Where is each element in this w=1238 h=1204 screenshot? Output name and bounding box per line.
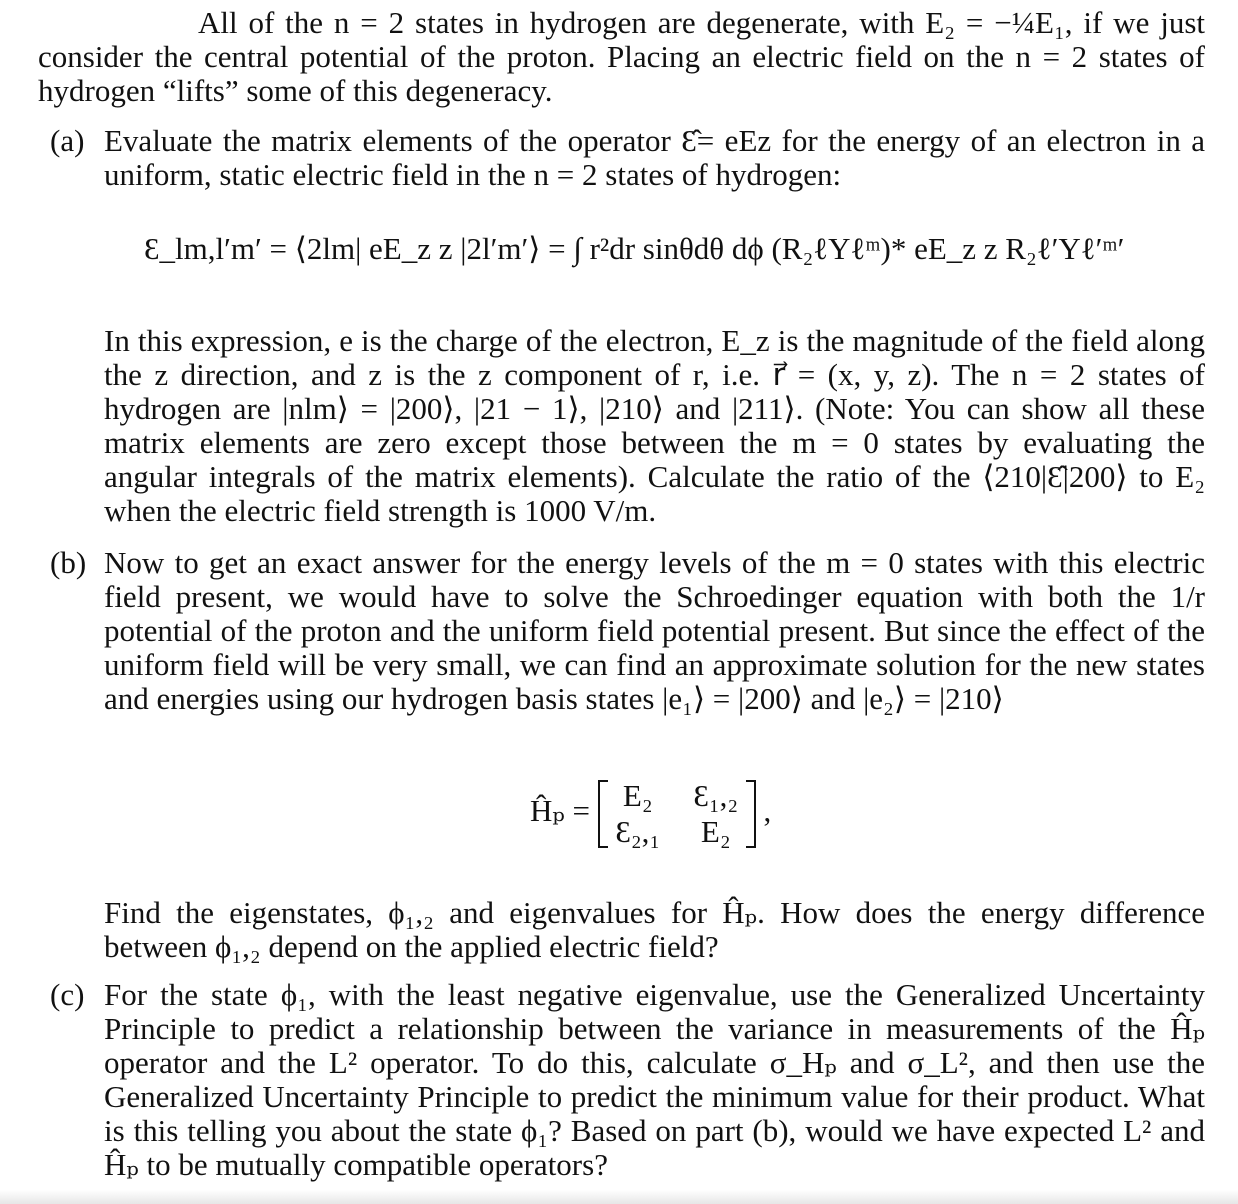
hamiltonian-equation <box>530 778 771 850</box>
part-c-text-1: For the state ϕ₁, with the least negative eigenvalue, use the Generalized Uncertainty Principle to predict a relationship between the variance in measurements of the Ĥₚ operator and the L² operator. To do this, calculate σ_Hₚ and σ_L², and then use the Generalized Uncertainty Principle to predict the minimum value for their product. What is this telling you about the state ϕ₁? Based on part (b), would we have expected L² and Ĥₚ to be mutually compatible operators? <box>104 977 1205 1182</box>
hamiltonian-trail: , <box>763 793 772 829</box>
matrix-entry-12: Ɛ₁,₂ <box>693 778 739 813</box>
intro-paragraph: All of the n = 2 states in hydrogen are degenerate, with E₂ = −¼E₁, if we just consider the central potential of the proton. Placing an electric field on the n = 2 states of hydrogen “lifts” some of this degeneracy. <box>38 5 1205 108</box>
part-a-label: (a) <box>50 123 85 158</box>
hamiltonian-lhs: Ĥₚ = <box>530 793 591 829</box>
part-a-text-2: In this expression, e is the charge of the electron, E_z is the magnitude of the field along the z direction, and z is the z component of r, i.e. r⃗ = (x, y, z). The n = 2 states of hydrogen are |nlm⟩ = |200⟩, |21 − 1⟩, |210⟩ and |211⟩. (Note: You can show all these matrix elements are zero except those between the m = 0 states by evaluating the angular integrals of the matrix elements). Calculate the ratio of the ⟨210|Ɛ̂|200⟩ to E₂ when the electric field strength is 1000 V/m. <box>104 323 1205 528</box>
part-b-label: (b) <box>50 545 87 580</box>
matrix-entry-11: E₂ <box>622 778 653 813</box>
part-a-text-1: Evaluate the matrix elements of the operator Ɛ̂= eEz for the energy of an electron in a uniform, static electric field in the n = 2 states of hydrogen: <box>104 123 1205 192</box>
part-b-text-1: Now to get an exact answer for the energy levels of the m = 0 states with this electric field present, we would have to solve the Schroedinger equation with both the 1/r potential of the proton and the uniform field potential present. But since the effect of the uniform field will be very small, we can find an approximate solution for the new states and energies using our hydrogen basis states |e₁⟩ = |200⟩ and |e₂⟩ = |210⟩ <box>104 545 1205 716</box>
matrix-entry-21: Ɛ₂,₁ <box>615 814 661 849</box>
matrix-entry-22: E₂ <box>700 814 731 849</box>
part-b-text-2: Find the eigenstates, ϕ₁,₂ and eigenvalues for Ĥₚ. How does the energy difference between ϕ₁,₂ depend on the applied electric field? <box>104 895 1205 964</box>
hamiltonian-matrix <box>598 778 756 850</box>
part-c-label: (c) <box>50 977 85 1012</box>
matrix-element-equation: Ɛ_lm,l′m′ = ⟨2lm| eE_z z |2l′m′⟩ = ∫ r²dr sinθdθ dϕ (R₂ℓYℓᵐ)* eE_z z R₂ℓ′Yℓ′ᵐ′ <box>144 231 1125 266</box>
bottom-edge-shadow <box>0 1190 1238 1204</box>
